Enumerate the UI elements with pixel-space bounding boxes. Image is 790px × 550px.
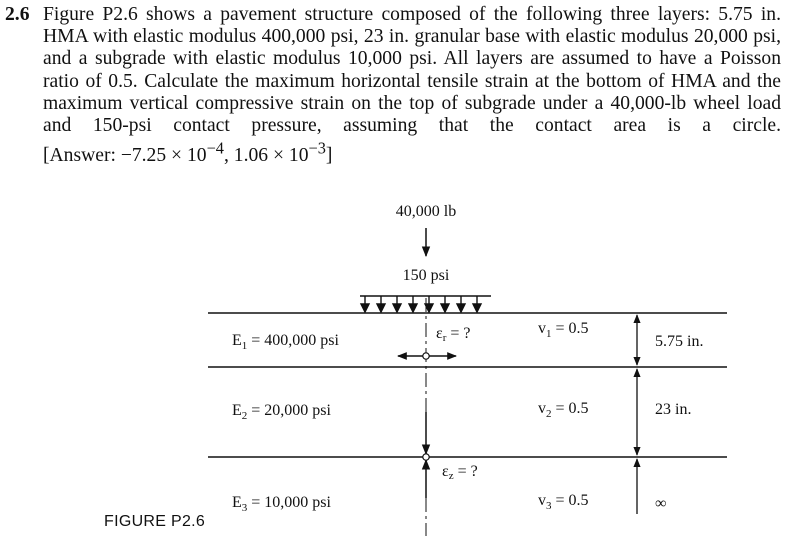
strain-z-question: = ? (453, 463, 478, 480)
layer-3-e-value: = 10,000 psi (247, 494, 331, 511)
layer-3-poisson (538, 492, 589, 512)
strain-r-label (436, 325, 471, 344)
layer-2-modulus (232, 402, 332, 422)
layer-1-nu-value: = 0.5 (551, 320, 589, 337)
strain-r-symbol: ε (436, 325, 443, 342)
layer-1-nu-sub: 1 (546, 328, 552, 340)
problem-text: Figure P2.6 shows a pavement structure composed of the following three layers: 5.75 in. HMA with elastic modulus 400,000 psi, 23 in. granular base with elastic modulus 20,000 psi, and a subgrade with elastic modulus 10,000 psi. All layers are assumed to have a Poisson ratio of 0.5. Calculate the maximum horizontal tensile strain at the bottom of HMA and the maximum vertical compressive strain on the top of subgrade under a 40,000-lb wheel load and 150-psi contact pressure, assuming that the contact area is a circle. (43, 4, 781, 137)
layer-3-nu-value: = 0.5 (551, 492, 589, 509)
answer-1: −7.25 × 10 (120, 144, 207, 166)
layer-2-nu-value: = 0.5 (551, 400, 589, 417)
answer-2: 1.06 × 10 (233, 144, 309, 166)
layer-1-e: E (232, 332, 242, 349)
layer-3-e: E (232, 494, 242, 511)
strain-point-1 (423, 353, 429, 359)
layer-1-thickness: 5.75 in. (655, 333, 704, 350)
figure-label: FIGURE P2.6 (104, 513, 206, 530)
answer-separator: , (223, 144, 234, 166)
layer-1-nu: v (538, 320, 546, 337)
strain-r-question: = ? (446, 325, 471, 342)
answer-2-exponent: −3 (308, 138, 326, 158)
layer-3-e-sub: 3 (241, 502, 248, 514)
load-label: 40,000 lb (395, 203, 457, 220)
layer-1-e-sub: 1 (241, 340, 248, 352)
layer-3-nu-sub: 3 (546, 500, 552, 512)
layer-3-modulus (232, 494, 332, 514)
layer-2-e-sub: 2 (241, 410, 248, 422)
strain-r-subscript: r (442, 332, 447, 344)
answer-1-exponent: −4 (206, 138, 224, 158)
layer-2-e-value: = 20,000 psi (247, 402, 331, 419)
layer-3-thickness: ∞ (655, 495, 667, 512)
strain-point-2 (423, 454, 429, 460)
layer-2-e: E (232, 402, 242, 419)
layer-3-nu: v (538, 492, 546, 509)
pressure-label: 150 psi (402, 267, 450, 284)
layer-2-thickness: 23 in. (655, 401, 692, 418)
layer-2-nu: v (538, 400, 546, 417)
answer-label: [Answer: (43, 144, 121, 166)
strain-z-label (442, 463, 478, 482)
problem-number: 2.6 (5, 4, 30, 25)
layer-2-poisson (538, 400, 589, 420)
answer-close: ] (325, 144, 333, 166)
layer-1-poisson (538, 320, 589, 340)
layer-1-modulus (232, 332, 340, 352)
layer-1-e-value: = 400,000 psi (247, 332, 339, 349)
strain-z-subscript: z (448, 470, 454, 482)
layer-2-nu-sub: 2 (546, 408, 552, 420)
strain-z-symbol: ε (442, 463, 449, 480)
